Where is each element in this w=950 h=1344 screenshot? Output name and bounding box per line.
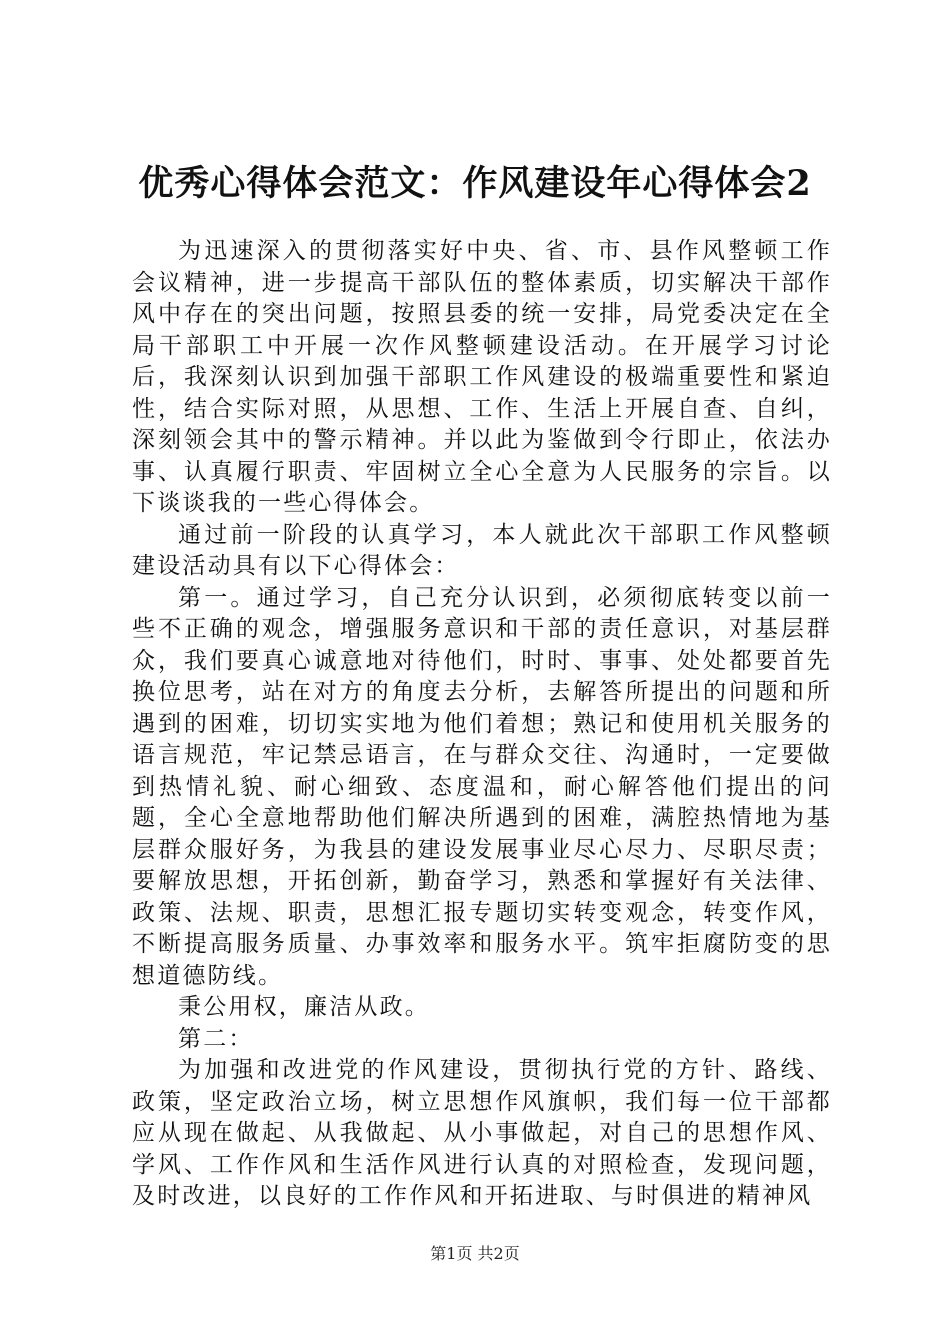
document-body [132,236,832,1213]
paragraph-intro: 为迅速深入的贯彻落实好中央、省、市、县作风整顿工作会议精神，进一步提高干部队伍的整体素质，切实解决干部作风中存在的突出问题，按照县委的统一安排，局党委决定在全局干部职工中开展一次作风整顿建设活动。在开展学习讨论后，我深刻认识到加强干部职工作风建设的极端重要性和紧迫性，结合实际对照，从思想、工作、生活上开展自查、自纠，深刻领会其中的警示精神。并以此为鉴做到令行即止，依法办事、认真履行职责、牢固树立全心全意为人民服务的宗旨。以下谈谈我的一些心得体会。 [132,238,832,516]
page-number-footer: 第1页 共2页 [430,1244,520,1263]
paragraph-summary: 通过前一阶段的认真学习，本人就此次干部职工作风整顿建设活动具有以下心得体会： [132,521,832,579]
paragraph-second-point: 为加强和改进党的作风建设，贯彻执行党的方针、路线、政策，坚定政治立场，树立思想作风旗帜，我们每一位干部都应从现在做起、从我做起、从小事做起，对自己的思想作风、学风、工作作风和生活作风进行认真的对照检查，发现问题，及时改进，以良好的工作作风和开拓进取、与时俱进的精神风 [132,1057,832,1209]
paragraph-second-heading: 第二： [178,1025,254,1052]
paragraph-integrity: 秉公用权，廉洁从政。 [178,994,430,1020]
document-title: 优秀心得体会范文：作风建设年心得体会2 [138,163,812,204]
paragraph-first-point: 第一。通过学习，自己充分认识到，必须彻底转变以前一些不正确的观念，增强服务意识和干部的责任意识，对基层群众，我们要真心诚意地对待他们，时时、事事、处处都要首先换位思考，站在对方的角度去分析，去解答所提出的问题和所遇到的困难，切切实实地为他们着想；熟记和使用机关服务的语言规范，牢记禁忌语言，在与群众交往、沟通时，一定要做到热情礼貌、耐心细致、态度温和，耐心解答他们提出的问题，全心全意地帮助他们解决所遇到的困难，满腔热情地为基层群众服好务，为我县的建设发展事业尽心尽力、尽职尽责；要解放思想，开拓创新，勤奋学习，熟悉和掌握好有关法律、政策、法规、职责，思想汇报专题切实转变观念，转变作风，不断提高服务质量、办事效率和服务水平。筑牢拒腐防变的思想道德防线。 [132,584,832,989]
